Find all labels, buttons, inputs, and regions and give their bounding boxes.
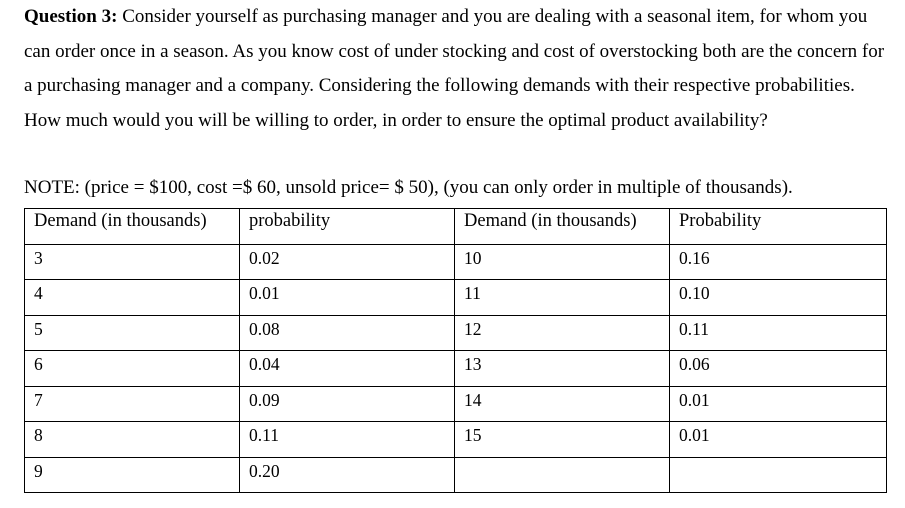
table-cell: 0.09 xyxy=(240,386,455,422)
table-cell: 13 xyxy=(455,351,670,387)
table-cell xyxy=(455,457,670,493)
demand-probability-table xyxy=(24,208,887,493)
table-cell: 4 xyxy=(25,280,240,316)
table-cell: 15 xyxy=(455,422,670,458)
table-row xyxy=(25,244,887,280)
table-row xyxy=(25,422,887,458)
table-cell: 14 xyxy=(455,386,670,422)
table-cell: 0.04 xyxy=(240,351,455,387)
table-row xyxy=(25,280,887,316)
table-cell: 6 xyxy=(25,351,240,387)
question-paragraph xyxy=(24,0,892,138)
question-label: Question 3: xyxy=(24,6,118,27)
header-probability-1: probability xyxy=(240,209,455,245)
table-cell: 0.11 xyxy=(670,315,887,351)
table-cell: 0.01 xyxy=(670,422,887,458)
table-cell: 3 xyxy=(25,244,240,280)
table-cell: 11 xyxy=(455,280,670,316)
table-cell: 12 xyxy=(455,315,670,351)
question-text: Consider yourself as purchasing manager and you are dealing with a seasonal item, for whom you can order once in a season. As you know cost of under stocking and cost of overstocking both are the concern for a purchasing manager and a company. Considering the following demands with their respective probabilities. How much would you will be willing to order, in order to ensure the optimal product availability? xyxy=(24,6,885,131)
table-cell: 0.20 xyxy=(240,457,455,493)
table-header-row xyxy=(25,209,887,245)
table-cell: 7 xyxy=(25,386,240,422)
table-cell: 0.11 xyxy=(240,422,455,458)
table-row xyxy=(25,457,887,493)
table-cell: 0.01 xyxy=(240,280,455,316)
table-cell: 0.10 xyxy=(670,280,887,316)
table-cell: 0.02 xyxy=(240,244,455,280)
table-cell: 0.01 xyxy=(670,386,887,422)
table-cell: 10 xyxy=(455,244,670,280)
header-demand-1: Demand (in thousands) xyxy=(25,209,240,245)
table-row xyxy=(25,386,887,422)
header-probability-2: Probability xyxy=(670,209,887,245)
table-cell: 0.08 xyxy=(240,315,455,351)
table-cell: 5 xyxy=(25,315,240,351)
table-row xyxy=(25,315,887,351)
table-cell: 8 xyxy=(25,422,240,458)
header-demand-2: Demand (in thousands) xyxy=(455,209,670,245)
table-cell: 0.06 xyxy=(670,351,887,387)
table-cell xyxy=(670,457,887,493)
table-cell: 9 xyxy=(25,457,240,493)
table-cell: 0.16 xyxy=(670,244,887,280)
table-row xyxy=(25,351,887,387)
note-text: NOTE: (price = $100, cost =$ 60, unsold price= $ 50), (you can only order in multiple of thousands). xyxy=(24,177,793,198)
